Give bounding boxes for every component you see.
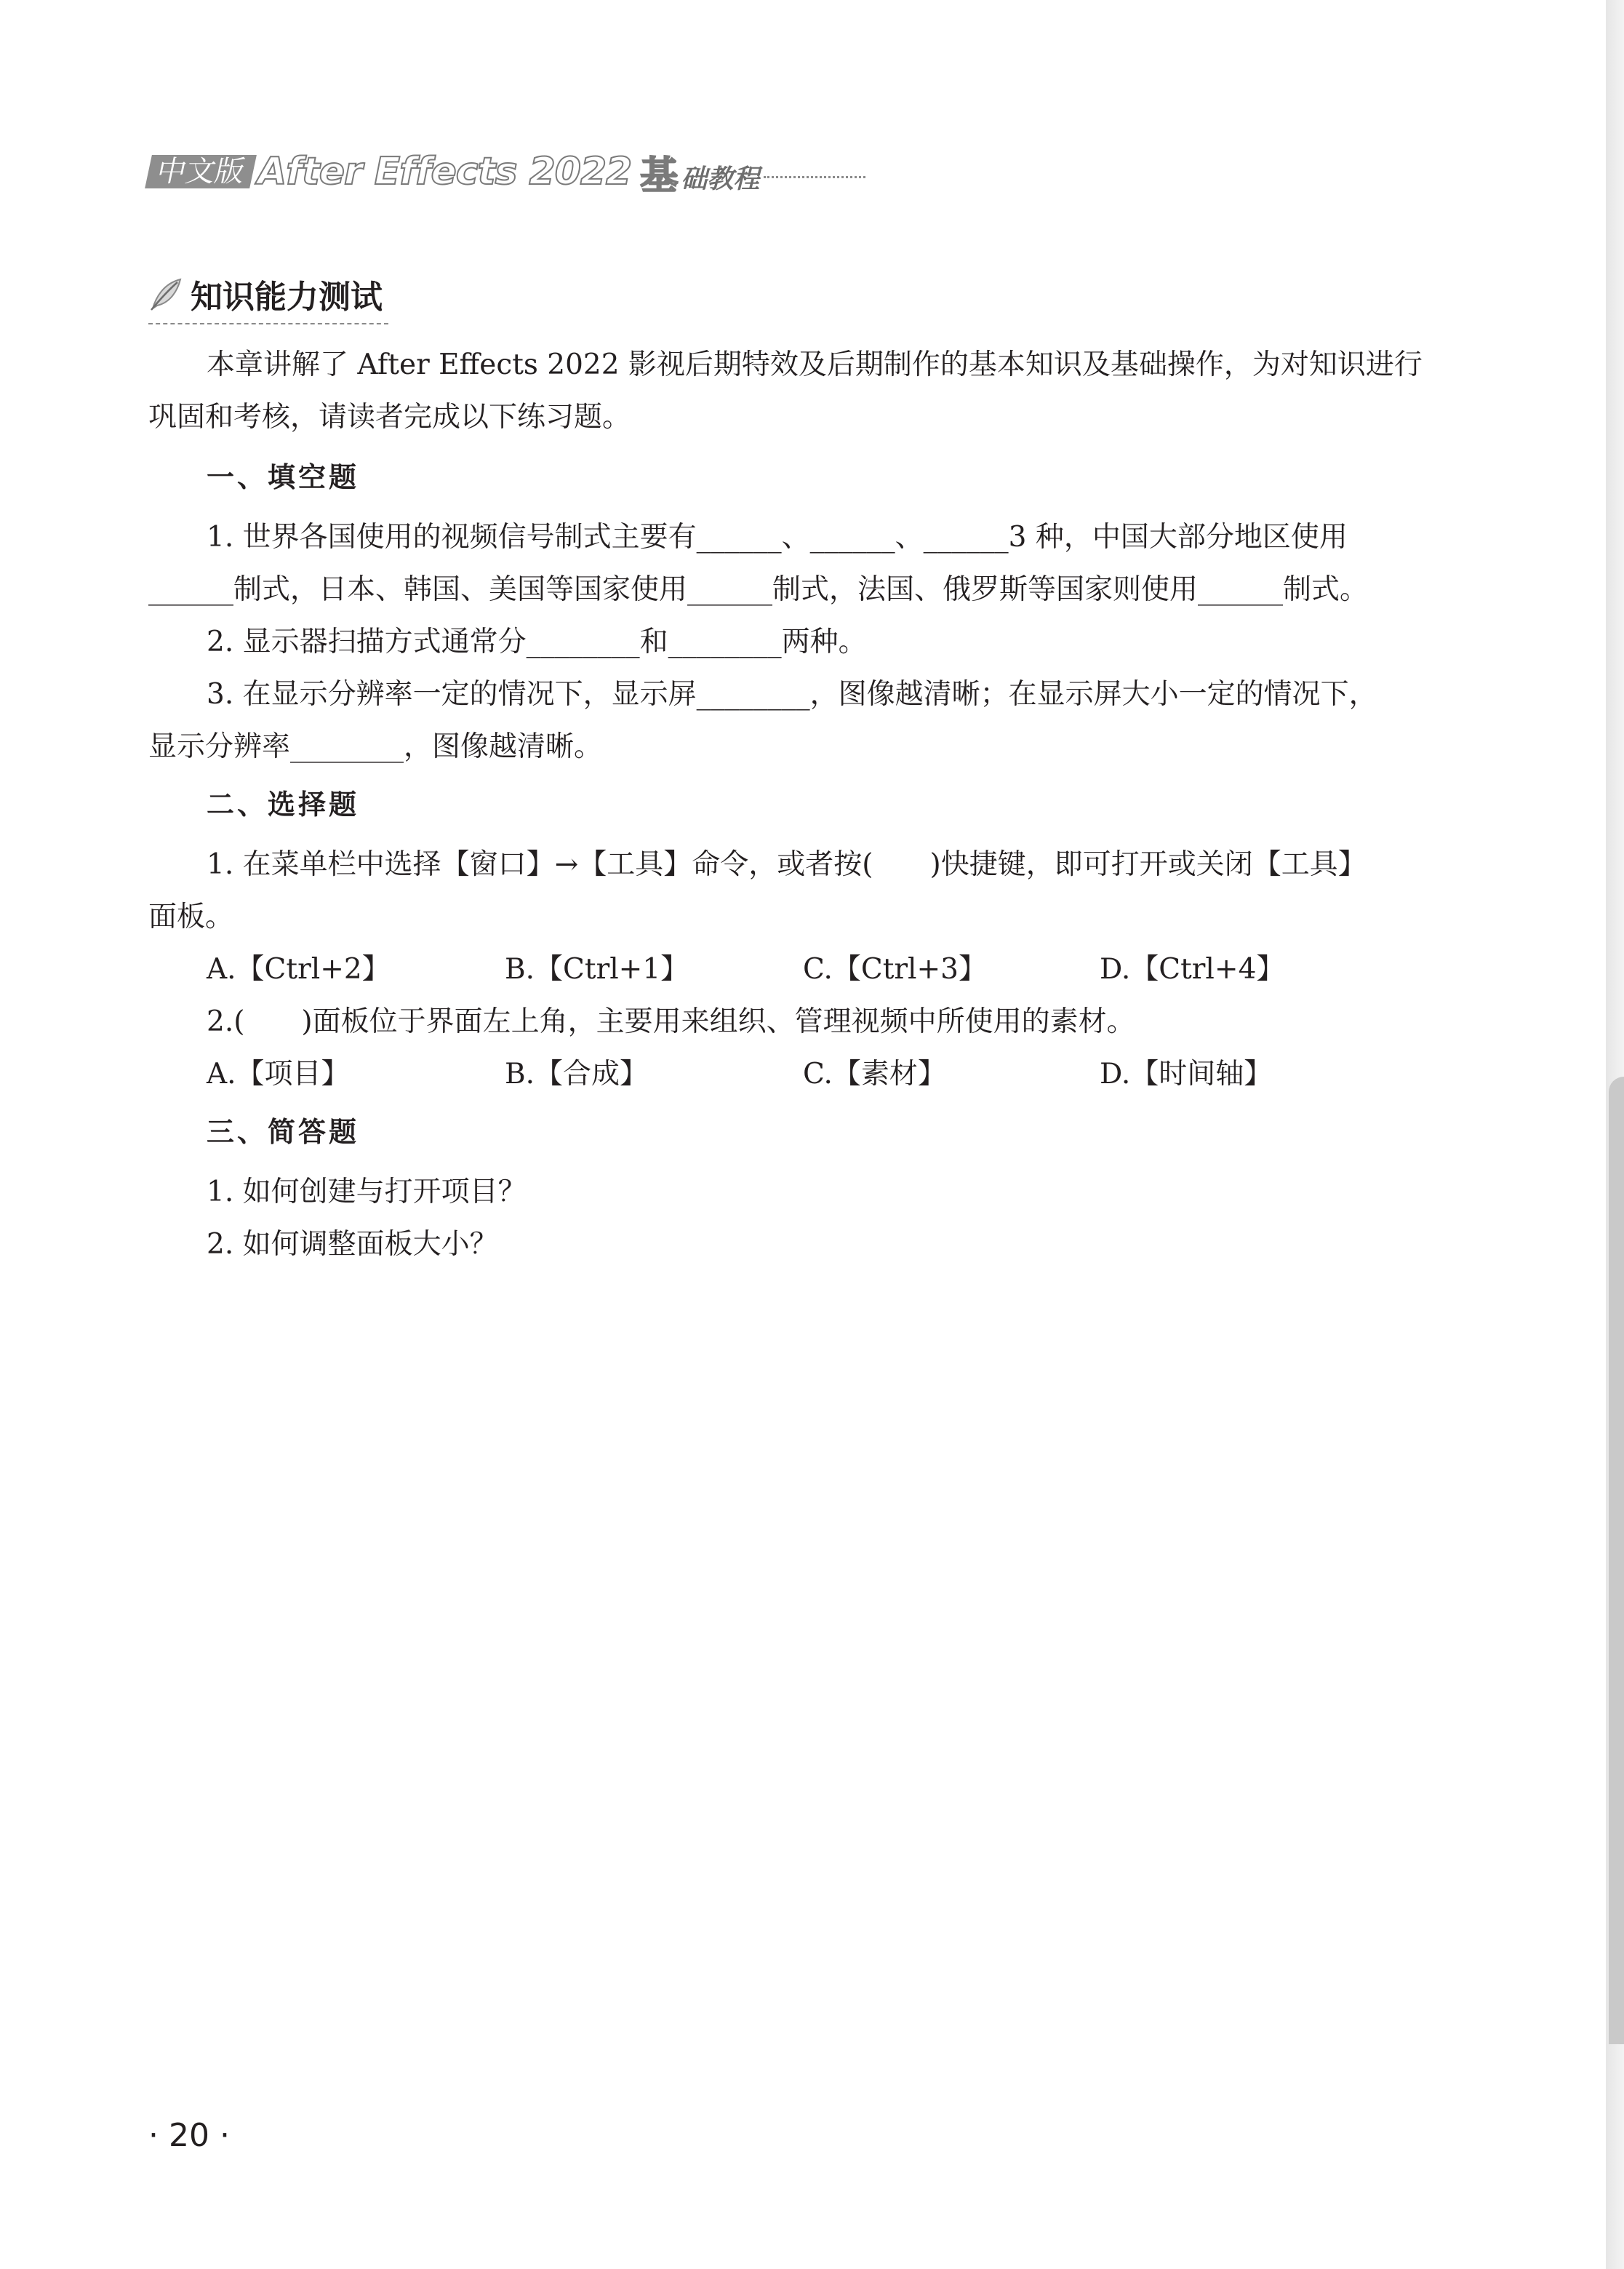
running-header: [148, 150, 865, 198]
choice-q1-line-1: 1. 在菜单栏中选择【窗口】→【工具】命令，或者按( )快捷键，即可打开或关闭【工具】: [207, 848, 1367, 881]
choice-q2-option-b: B.【合成】: [505, 1058, 649, 1090]
choice-q1-line-2: 面板。: [148, 901, 234, 933]
header-title: After Effects 2022: [257, 150, 632, 194]
header-badge: 中文版: [145, 155, 257, 188]
fill-q3-line-2: 显示分辨率________，图像越清晰。: [148, 730, 603, 763]
fill-q1-line-1: 1. 世界各国使用的视频信号制式主要有______、______、______3 种，中国大部分地区使用: [207, 521, 1348, 554]
section-title: 知识能力测试: [191, 279, 383, 316]
section-underline: [148, 323, 388, 324]
heading-short-answer: 三、简答题: [207, 1116, 360, 1148]
short-q1: 1. 如何创建与打开项目？: [207, 1176, 527, 1208]
choice-q2-option-a: A.【项目】: [207, 1058, 350, 1090]
intro-line-2: 巩固和考核，请读者完成以下练习题。: [148, 401, 631, 434]
page-edge-tab: [1609, 1077, 1624, 2044]
intro-line-1: 本章讲解了 After Effects 2022 影视后期特效及后期制作的基本知识及基础操作，为对知识进行: [207, 348, 1423, 381]
header-dotted-rule: [764, 176, 865, 178]
fill-q1-line-2: ______制式，日本、韩国、美国等国家使用______制式，法国、俄罗斯等国家则使用______制式。: [148, 573, 1369, 606]
page-number: · 20 ·: [148, 2117, 230, 2154]
header-title-rest: 础教程: [681, 164, 760, 194]
fill-q2: 2. 显示器扫描方式通常分________和________两种。: [207, 626, 867, 658]
choice-q1-option-d: D.【Ctrl+4】: [1100, 953, 1285, 986]
header-title-big-char: 基: [640, 153, 679, 198]
short-q2: 2. 如何调整面板大小？: [207, 1228, 498, 1261]
heading-fill-in: 一、填空题: [207, 461, 360, 493]
choice-q2-option-c: C.【素材】: [803, 1058, 946, 1090]
choice-q1-option-a: A.【Ctrl+2】: [207, 953, 391, 986]
fill-q3-line-1: 3. 在显示分辨率一定的情况下，显示屏________，图像越清晰；在显示屏大小一定的情况下，: [207, 678, 1377, 711]
choice-q2-option-d: D.【时间轴】: [1100, 1058, 1273, 1090]
section-heading: [148, 271, 383, 317]
choice-q1-option-c: C.【Ctrl+3】: [803, 953, 987, 986]
choice-q1-option-b: B.【Ctrl+1】: [505, 953, 689, 986]
heading-choice: 二、选择题: [207, 789, 360, 821]
choice-q2: 2.( )面板位于界面左上角，主要用来组织、管理视频中所使用的素材。: [207, 1005, 1135, 1038]
leaf-icon: [148, 276, 183, 311]
